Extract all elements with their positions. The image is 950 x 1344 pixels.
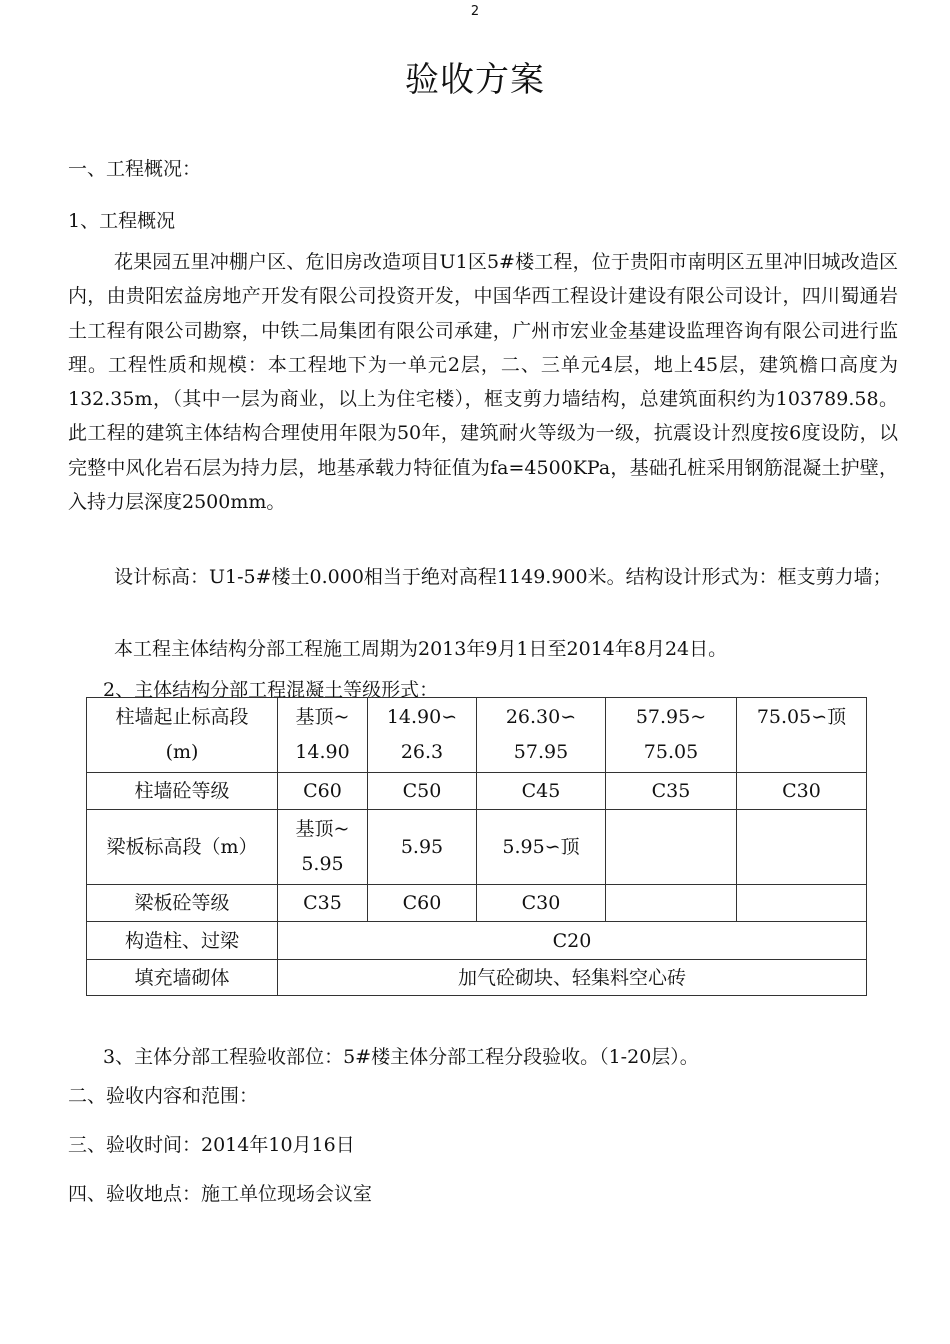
table-row — [87, 698, 867, 773]
page-title: 验收方案 — [405, 60, 545, 100]
row-label-column-wall-elevation: 柱墙起止标高段 (m) — [87, 698, 278, 773]
subsection-2-heading: 2、主体结构分部工程混凝土等级形式： — [103, 679, 439, 701]
table-cell: C60 — [368, 885, 477, 922]
table-cell: C45 — [477, 773, 606, 810]
table-cell: C20 — [278, 922, 867, 960]
table-row — [87, 810, 867, 885]
table-cell: C35 — [606, 773, 737, 810]
table-cell: 基顶~ 14.90 — [278, 698, 368, 773]
table-cell: 57.95~ 75.05 — [606, 698, 737, 773]
table-cell — [606, 885, 737, 922]
table-cell — [737, 810, 867, 885]
table-cell: C50 — [368, 773, 477, 810]
table-row — [87, 922, 867, 960]
table-cell: 26.30∽ 57.95 — [477, 698, 606, 773]
table-cell: 5.95∽顶 — [477, 810, 606, 885]
row-label-infill-masonry: 填充墙砌体 — [87, 960, 278, 996]
table-cell: C60 — [278, 773, 368, 810]
concrete-grade-table — [86, 697, 867, 996]
table-cell: 5.95 — [368, 810, 477, 885]
table-cell: C30 — [477, 885, 606, 922]
table-cell: 基顶~ 5.95 — [278, 810, 368, 885]
subsection-1-heading: 1、工程概况 — [68, 210, 176, 232]
construction-period-paragraph: 本工程主体结构分部工程施工周期为2013年9月1日至2014年8月24日。 — [114, 638, 728, 660]
section-4-heading: 四、验收地点：施工单位现场会议室 — [68, 1183, 373, 1205]
table-row — [87, 960, 867, 996]
row-label-structural-column: 构造柱、过梁 — [87, 922, 278, 960]
table-cell — [737, 885, 867, 922]
table-cell: C30 — [737, 773, 867, 810]
table-cell: 加气砼砌块、轻集料空心砖 — [278, 960, 867, 996]
table-cell: C35 — [278, 885, 368, 922]
table-cell — [606, 810, 737, 885]
page-number: 2 — [470, 4, 480, 19]
project-overview-paragraph: 花果园五里冲棚户区、危旧房改造项目U1区5#楼工程，位于贵阳市南明区五里冲旧城改造区内，由贵阳宏益房地产开发有限公司投资开发，中国华西工程设计建设有限公司设计，四川蜀通岩土工程有限公司勘察，中铁二局集团有限公司承建，广州市宏业金基建设监理咨询有限公司进行监理。工程性质和规模：本工程地下为一单元2层，二、三单元4层，地上45层，建筑檐口高度为132.35m，（其中一层为商业，以上为住宅楼），框支剪力墙结构，总建筑面积约为103789.58。此工程的建筑主体结构合理使用年限为50年，建筑耐火等级为一级，抗震设计烈度按6度设防，以完整中风化岩石层为持力层，地基承载力特征值为fa=4500KPa，基础孔桩采用钢筋混凝土护壁，入持力层深度2500mm。 — [68, 251, 898, 514]
table-row — [87, 885, 867, 922]
row-label-beam-slab-elevation: 梁板标高段（m） — [87, 810, 278, 885]
table-cell: 14.90∽ 26.3 — [368, 698, 477, 773]
section-1-heading: 一、工程概况： — [68, 158, 202, 180]
design-elevation-paragraph: 设计标高：U1-5#楼土0.000相当于绝对高程1149.900米。结构设计形式为：框支剪力墙； — [114, 566, 892, 588]
section-3-heading: 三、验收时间：2014年10月16日 — [68, 1134, 355, 1156]
section-2-heading: 二、验收内容和范围： — [68, 1085, 259, 1107]
row-label-beam-slab-grade: 梁板砼等级 — [87, 885, 278, 922]
row-label-column-wall-grade: 柱墙砼等级 — [87, 773, 278, 810]
table-cell: 75.05∽顶 — [737, 698, 867, 773]
subsection-3-text: 3、主体分部工程验收部位：5#楼主体分部工程分段验收。（1-20层）。 — [103, 1046, 699, 1068]
table-row — [87, 773, 867, 810]
